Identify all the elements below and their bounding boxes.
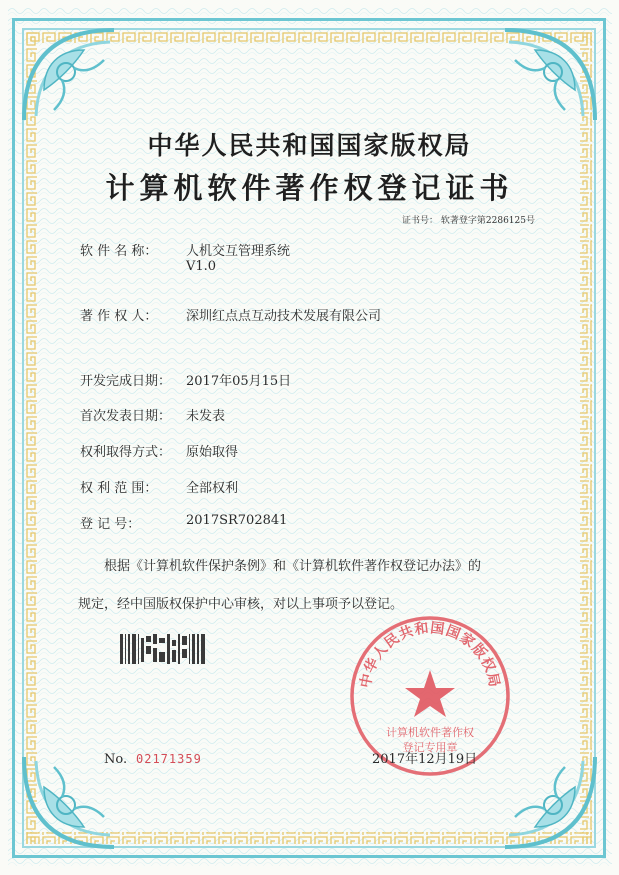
- completion-date-value: 2017年05月15日: [186, 374, 292, 389]
- seal-star-icon: [405, 670, 455, 717]
- issuer-title: 中华人民共和国国家版权局: [147, 131, 472, 160]
- rights-scope-value: 全部权利: [186, 481, 239, 496]
- corner-ornament-icon: [495, 20, 605, 130]
- publication-date-value: 未发表: [186, 409, 226, 424]
- copyright-owner-value: 深圳红点点互动技术发展有限公司: [186, 309, 382, 324]
- corner-ornament-icon: [14, 20, 124, 130]
- seal-ring-text: 中华人民共和国国家版权局: [357, 620, 503, 690]
- acquisition-method-value: 原始取得: [186, 445, 239, 460]
- certificate-number-value: 软著登字第2286125号: [440, 216, 535, 226]
- serial-number: 02171359: [136, 752, 202, 766]
- software-name-value: 人机交互管理系统: [186, 244, 291, 259]
- serial-label: No.: [104, 752, 128, 767]
- acquisition-method-label: 权利取得方式：: [80, 445, 172, 460]
- publication-date-label: 首次发表日期：: [80, 409, 172, 424]
- seal-center-line2: 登记专用章: [402, 741, 458, 754]
- software-version-value: V1.0: [186, 259, 217, 274]
- certificate-number-label: 证书号：: [402, 216, 439, 226]
- issue-date: 2017年12月19日: [372, 752, 478, 767]
- certificate-title: 计算机软件著作权登记证书: [105, 171, 514, 205]
- rights-scope-label: 权 利 范 围：: [80, 481, 158, 496]
- software-name-label: 软 件 名 称：: [80, 244, 158, 259]
- seal-center-line1: 计算机软件著作权: [386, 726, 474, 739]
- registration-number-value: 2017SR702841: [186, 513, 288, 528]
- barcode-icon: [120, 632, 208, 666]
- registration-number-label: 登 记 号：: [80, 517, 141, 532]
- certificate-number: [402, 213, 535, 226]
- legal-basis-line1: 根据《计算机软件保护条例》和《计算机软件著作权登记办法》的: [104, 559, 482, 574]
- copyright-owner-label: 著 作 权 人：: [80, 309, 158, 324]
- completion-date-label: 开发完成日期：: [80, 374, 172, 389]
- legal-basis-line2: 规定，经中国版权保护中心审核，对以上事项予以登记。: [78, 597, 404, 612]
